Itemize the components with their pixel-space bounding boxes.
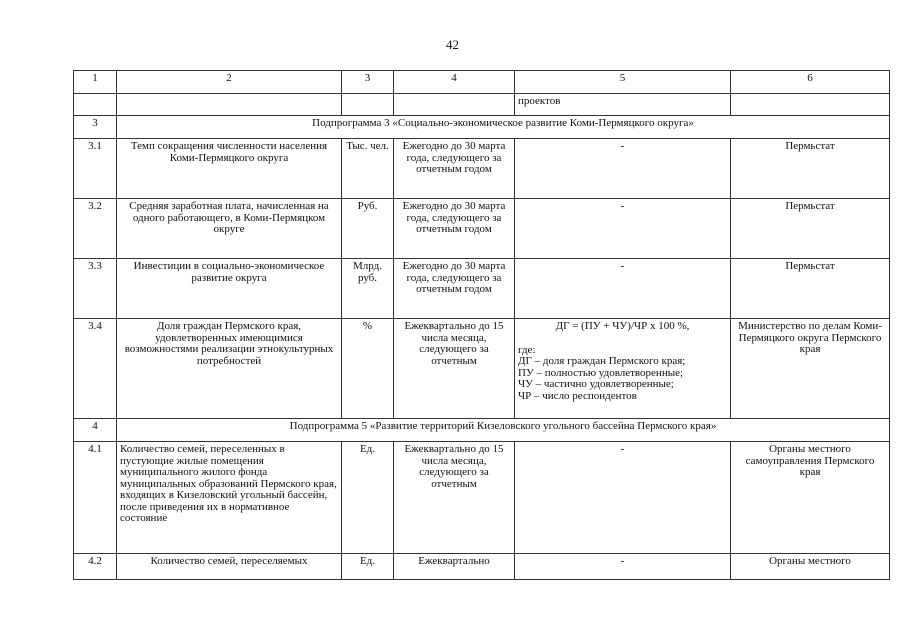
- source-cell: Органы местного самоуправления Пермского края: [731, 442, 890, 554]
- subprogram-title: Подпрограмма 3 «Социально-экономическое развитие Коми-Пермяцкого округа»: [117, 116, 890, 139]
- formula-cell: -: [515, 259, 731, 319]
- indicator-name: Количество семей, переселяемых: [117, 554, 342, 580]
- table-row: [74, 139, 890, 199]
- continuation-text: проектов: [515, 94, 731, 116]
- header-cell: 3: [342, 71, 394, 94]
- header-cell: 1: [74, 71, 117, 94]
- period-cell: Ежегодно до 30 марта года, следующего за отчетным годом: [394, 139, 515, 199]
- formula-legend-line: ЧУ – частично удовлетворенные;: [518, 378, 674, 390]
- period-cell: Ежеквартально: [394, 554, 515, 580]
- unit-cell: Тыс. чел.: [342, 139, 394, 199]
- source-cell: Пермьстат: [731, 259, 890, 319]
- subprogram-row: [74, 419, 890, 442]
- table-row: [74, 319, 890, 419]
- source-cell: Пермьстат: [731, 199, 890, 259]
- row-number: 3.1: [74, 139, 117, 199]
- subprogram-number: 4: [74, 419, 117, 442]
- formula-cell: -: [515, 554, 731, 580]
- row-number: 4.2: [74, 554, 117, 580]
- unit-cell: Руб.: [342, 199, 394, 259]
- source-cell: Министерство по делам Коми-Пермяцкого округа Пермского края: [731, 319, 890, 419]
- table-row: [74, 442, 890, 554]
- period-cell: Ежеквартально до 15 числа месяца, следующего за отчетным: [394, 442, 515, 554]
- period-cell: Ежегодно до 30 марта года, следующего за отчетным годом: [394, 199, 515, 259]
- indicator-name: Инвестиции в социально-экономическое развитие округа: [117, 259, 342, 319]
- formula-legend-line: ЧР – число респондентов: [518, 389, 637, 402]
- unit-cell: Ед.: [342, 442, 394, 554]
- table-row: [74, 199, 890, 259]
- header-cell: 4: [394, 71, 515, 94]
- row-number: 3.2: [74, 199, 117, 259]
- formula-cell: -: [515, 199, 731, 259]
- formula-legend-line: ПУ – полностью удовлетворенные;: [518, 366, 684, 379]
- unit-cell: Млрд. руб.: [342, 259, 394, 319]
- row-number: 3.3: [74, 259, 117, 319]
- unit-cell: %: [342, 319, 394, 419]
- indicator-name: Доля граждан Пермского края, удовлетворенных имеющимися возможностями реализации этнокультурных потребностей: [117, 319, 342, 419]
- table-row: [74, 259, 890, 319]
- formula-legend-line: ДГ – доля граждан Пермского края;: [518, 355, 686, 367]
- formula-cell: [515, 319, 731, 419]
- continuation-row: [74, 94, 890, 116]
- subprogram-title: Подпрограмма 5 «Развитие территорий Кизеловского угольного бассейна Пермского края»: [117, 419, 890, 442]
- formula-cell: -: [515, 139, 731, 199]
- page-number: 42: [446, 37, 459, 52]
- formula-text: ДГ = (ПУ + ЧУ)/ЧР х 100 %,: [555, 320, 690, 332]
- subprogram-row: [74, 116, 890, 139]
- unit-cell: Ед.: [342, 554, 394, 580]
- header-cell: 6: [731, 71, 890, 94]
- indicator-name: Средняя заработная плата, начисленная на одного работающего, в Коми-Пермяцком округе: [117, 199, 342, 259]
- formula-legend-line: где:: [518, 343, 536, 356]
- formula-cell: -: [515, 442, 731, 554]
- indicator-name: Темп сокращения численности населения Коми-Пермяцкого округа: [117, 139, 342, 199]
- source-cell: Пермьстат: [731, 139, 890, 199]
- row-number: 4.1: [74, 442, 117, 554]
- indicators-table: [73, 70, 890, 580]
- header-cell: 5: [515, 71, 731, 94]
- period-cell: Ежеквартально до 15 числа месяца, следующего за отчетным: [394, 319, 515, 419]
- header-cell: 2: [117, 71, 342, 94]
- subprogram-number: 3: [74, 116, 117, 139]
- source-cell: Органы местного: [731, 554, 890, 580]
- table-header-row: [74, 71, 890, 94]
- table-row: [74, 554, 890, 580]
- period-cell: Ежегодно до 30 марта года, следующего за отчетным годом: [394, 259, 515, 319]
- indicator-name: Количество семей, переселенных в пустующие жилые помещения муниципального жилого фонда муниципальных образований Пермского края, входящих в Кизеловский угольный бассейн, после приведения их в нормативное состояние: [117, 442, 342, 554]
- row-number: 3.4: [74, 319, 117, 419]
